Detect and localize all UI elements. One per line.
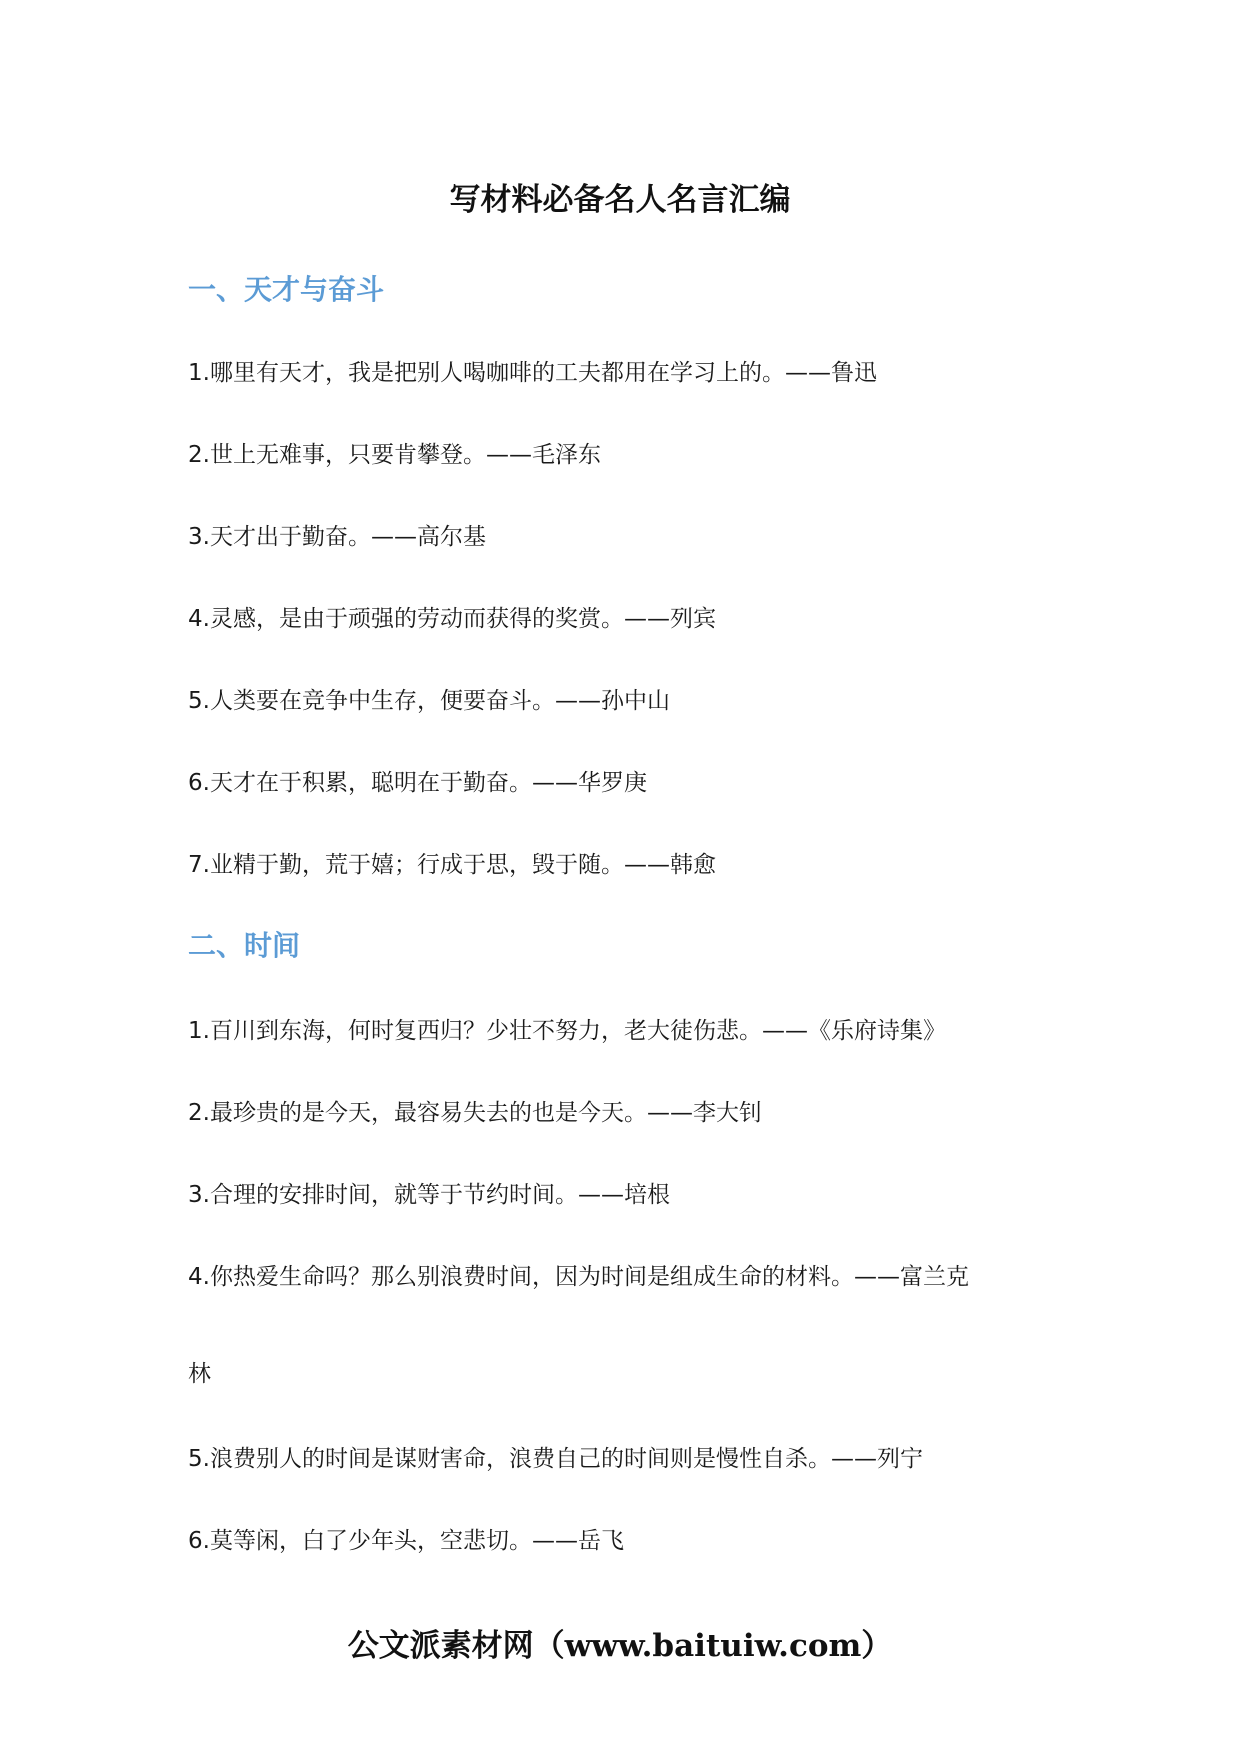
section-heading-time: 二、时间 <box>188 929 301 962</box>
document-title: 写材料必备名人名言汇编 <box>449 182 791 218</box>
quote-item: 3.天才出于勤奋。——高尔基 <box>188 524 486 550</box>
section-heading-genius: 一、天才与奋斗 <box>188 273 385 306</box>
quote-item: 2.最珍贵的是今天，最容易失去的也是今天。——李大钊 <box>188 1100 762 1126</box>
quote-item: 2.世上无难事，只要肯攀登。——毛泽东 <box>188 442 601 468</box>
quote-item-continuation: 林 <box>188 1361 211 1387</box>
footer-source: 公文派素材网（www.baituiw.com） <box>347 1628 893 1664</box>
quote-item: 4.你热爱生命吗？那么别浪费时间，因为时间是组成生命的材料。——富兰克 <box>188 1264 969 1290</box>
quote-item: 6.天才在于积累，聪明在于勤奋。——华罗庚 <box>188 770 647 796</box>
quote-item: 4.灵感，是由于顽强的劳动而获得的奖赏。——列宾 <box>188 606 716 632</box>
quote-item: 1.百川到东海，何时复西归？少壮不努力，老大徒伤悲。——《乐府诗集》 <box>188 1018 946 1044</box>
quote-item: 5.浪费别人的时间是谋财害命，浪费自己的时间则是慢性自杀。——列宁 <box>188 1446 923 1472</box>
quote-item: 3.合理的安排时间，就等于节约时间。——培根 <box>188 1182 670 1208</box>
quote-item: 7.业精于勤，荒于嬉；行成于思，毁于随。——韩愈 <box>188 852 716 878</box>
quote-item: 5.人类要在竞争中生存，便要奋斗。——孙中山 <box>188 688 670 714</box>
quote-item: 1.哪里有天才，我是把别人喝咖啡的工夫都用在学习上的。——鲁迅 <box>188 360 877 386</box>
quote-item: 6.莫等闲，白了少年头，空悲切。——岳飞 <box>188 1528 624 1554</box>
